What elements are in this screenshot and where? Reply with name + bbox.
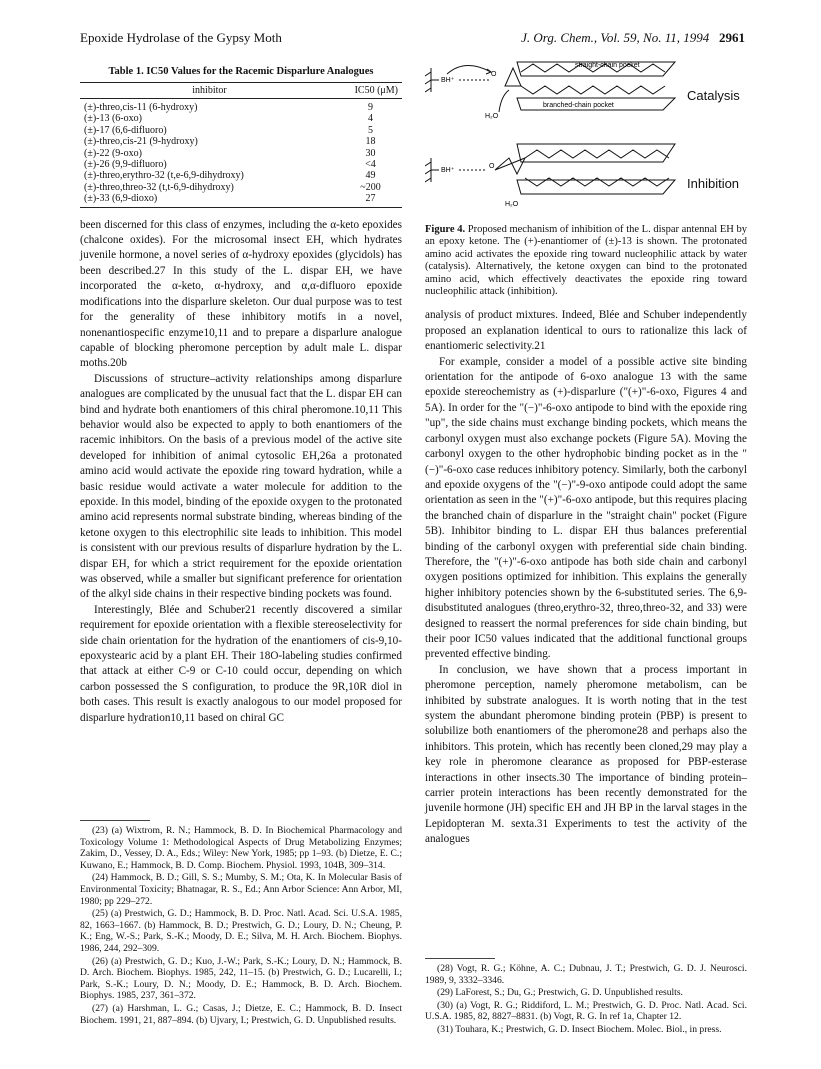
- epoxide-ring: [505, 68, 521, 86]
- alkyl-chain: [521, 86, 665, 94]
- inhibitor-cell: (±)-13 (6-oxo): [84, 113, 142, 125]
- table-row: [80, 113, 402, 124]
- table-row: [80, 136, 402, 147]
- ic50-cell: 18: [365, 136, 376, 148]
- inhibition-label: Inhibition: [687, 176, 740, 191]
- table-header-ic50: IC50 (μM): [339, 83, 402, 99]
- running-head-journal: [521, 30, 745, 46]
- water-label-inhibition: H₂O: [505, 201, 519, 208]
- alkyl-chain-inhibition-lower: [525, 178, 669, 186]
- table-row: [80, 182, 402, 193]
- paragraph: Discussions of structure–activity relationships among disparlure analogues are complicated by the unusual fact that the L. dispar EH can bind and hydrate both enantiomers of this chiral pheromone.10,11 This behavior would also be expected to apply to both enantiomers of the racemic inhibitors. On the basis of a previous model of the active site developed for inhibition of animal cytosolic EH,26a a protonated amino acid would activate the epoxide ring toward hydration, while a basic residue would activate a water molecule for addition to the epoxide. In this model, binding of the epoxide oxygen to the protonated amino acid represents normal substrate binding, whereas binding of the ketone oxygen to this electrophilic site leads to inhibition. This model is consistent with our previous results of disparlure hydration by the L. dispar EH, for which a strict requirement for the epoxide orientation was observed, while a smaller but significant preference for orientation of the alkyl side chains in their respective binding pockets was found.: [80, 372, 402, 601]
- table-row: [80, 125, 402, 136]
- table-caption: Table 1. IC50 Values for the Racemic Disparlure Analogues: [108, 66, 374, 77]
- footnote: (23) (a) Wixtrom, R. N.; Hammock, B. D. In Biochemical Pharmacology and Toxicology Volume 1: Methodological Aspects of Drug Metabolizing Enzymes; Zakim, D., Vessey, D. A., Eds.; Wiley: New York, 1985; pp 1–93. (b) Dietze, E. C.; Kuwano, E.; Hammock, B. D. Comp. Biochem. Physiol. 1993, 104B, 309–314.: [80, 825, 402, 871]
- inhibitor-cell: (±)-threo,cis-11 (6-hydroxy): [84, 102, 198, 113]
- footnotes-left: [80, 820, 402, 1027]
- ketone-oxygen-label: O: [489, 163, 495, 170]
- table-row: [80, 193, 402, 207]
- ic50-cell: 4: [368, 113, 373, 125]
- footnotes-right: [425, 958, 747, 1037]
- inhibitor-cell: (±)-threo,erythro-32 (t,e-6,9-dihydroxy): [84, 170, 244, 182]
- inhibitor-cell: (±)-17 (6,6-difluoro): [84, 124, 167, 136]
- table-row: [80, 159, 402, 170]
- branched-chain-pocket-label: branched-chain pocket: [543, 102, 614, 109]
- inhibitor-cell: (±)-33 (6,9-dioxo): [80, 193, 339, 207]
- footnote: (25) (a) Prestwich, G. D.; Hammock, B. D. Proc. Natl. Acad. Sci. U.S.A. 1985, 82, 1663–1667. (b) Hammock, B. D.; Prestwich, G. D.; Loury, D. N.; Cheung, P. K.; Eng, W.-S.; Park, S.-K.; Moody, D. E.; Silva, M. H. Arch. Biochem. Biophys. 1986, 244, 292–309.: [80, 908, 402, 954]
- footnote: (27) (a) Harshman, L. G.; Casas, J.; Dietze, E. C.; Hammock, B. D. Insect Biochem. 1991, 21, 887–894. (b) Ujvary, I.; Prestwich, G. D. Unpublished results.: [80, 1002, 402, 1026]
- table-row: [80, 99, 402, 114]
- figure-caption: [425, 224, 747, 298]
- footnote: (28) Vogt, R. G.; Köhne, A. C.; Dubnau, J. T.; Prestwich, G. D. J. Neurosci. 1989, 9, 3332–3346.: [425, 963, 747, 986]
- paragraph: been discerned for this class of enzymes, including the α-keto epoxides (chalcone oxides). For the microsomal insect EH, which hydrates juvenile hormone, a novel series of α-hydroxy epoxides (glycidols) has been described.27 In this study of the L. dispar EH, we have incorporated the α-keto, α-hydroxy, and α,α-difluoro epoxide modifications into the disparlure skeleton. Our dual purpose was to test for the generality of these inhibitory motifs in a novel, nonenantiospecific enzyme10,11 and to prepare a disparlure analogue capable of blocking pheromone perception by adult male L. dispar moths.20b: [80, 218, 402, 370]
- footnote: (30) (a) Vogt, R. G.; Riddiford, L. M.; Prestwich, G. D. Proc. Natl. Acad. Sci. U.S.A. 1985, 82, 8827–8831. (b) Vogt, R. G. In ref 1a, Chapter 12.: [425, 999, 747, 1023]
- ic50-cell: <4: [365, 159, 376, 171]
- paragraph: analysis of product mixtures. Indeed, Blée and Schuber independently proposed an explanation identical to ours to rationalize this lack of enantiomeric selectivity.21: [425, 309, 747, 353]
- inhibitor-cell: (±)-26 (9,9-difluoro): [84, 159, 167, 171]
- paragraph: In conclusion, we have shown that a process important in pheromone perception, namely pheromone metabolism, can be inhibited by substrate analogues. It is worth noting that in the test system the abundant pheromone binding protein (PBP) is present to solubilize both enantiomers of the pheromone28 and perhaps also the inhibitors. This protein, which has recently been cloned,29 may play a key role in pheromone clearance as proposed for PBP-esterase interactions in other insects.30 The importance of binding protein–carrier protein interactions has been recently demonstrated for the juvenile hormone (JH) specific EH and JH BP in the larval stages in the Lepidopteran M. sexta.31 Experiments to test the activity of the analogues: [425, 663, 747, 846]
- table-header-inhibitor: inhibitor: [80, 83, 339, 99]
- bh-label-inhibition: BH⁺: [441, 167, 455, 174]
- footnote-rule: [80, 820, 150, 821]
- inhibitor-cell: (±)-22 (9-oxo): [84, 147, 142, 159]
- bh-label-catalysis: BH⁺: [441, 77, 455, 84]
- ic50-cell: 30: [365, 147, 376, 159]
- ic50-cell: 27: [339, 193, 402, 207]
- journal-citation: J. Org. Chem., Vol. 59, No. 11, 1994: [521, 30, 710, 45]
- table-row: [80, 170, 402, 181]
- water-label-catalysis: H₂O: [485, 113, 499, 120]
- ic50-cell: ~200: [360, 181, 381, 193]
- left-column: [80, 60, 402, 726]
- alkyl-chain-inhibition-upper: [525, 150, 669, 158]
- paragraph: Interestingly, Blée and Schuber21 recently discovered a similar requirement for epoxide orientation with a flexible stereoselectivity for side chain orientation for the hydration of the enantiomers of cis-9,10-epoxystearic acid by a plant EH. Their 18O-labeling studies confirmed that attack at either C-9 or C-10 could occur, depending on which carbon possessed the S configuration, to produce the 9R,10R diol in both cases. This result is exactly analogous to our model proposed for disparlure hydration10,11 based on chiral GC: [80, 603, 402, 724]
- ic50-cell: 49: [365, 170, 376, 182]
- curved-arrow: [447, 65, 491, 74]
- mechanism-diagram: [425, 60, 747, 220]
- ic50-cell: 5: [368, 124, 373, 136]
- ic50-cell: 9: [368, 102, 373, 113]
- footnote: (26) (a) Prestwich, G. D.; Kuo, J.-W.; Park, S.-K.; Loury, D. N.; Hammock, B. D. Arch. Biochem. Biophys. 1985, 242, 11–15. (b) Prestwich, G. D.; Lucarelli, I.; Park, S.-K.; Loury, D. N.; Moody, D. E.; Hammock, B. D. Arch. Biochem. Biophys. 1985, 237, 361–372.: [80, 955, 402, 1002]
- ic50-table: [80, 82, 402, 208]
- inhibitor-cell: (±)-threo,threo-32 (t,t-6,9-dihydroxy): [84, 181, 234, 193]
- catalysis-label: Catalysis: [687, 88, 740, 103]
- running-head-title: Epoxide Hydrolase of the Gypsy Moth: [80, 30, 282, 45]
- right-column: [425, 60, 747, 848]
- footnote: (24) Hammock, B. D.; Gill, S. S.; Mumby, S. M.; Ota, K. In Molecular Basis of Environmental Toxicity; Bhatnagar, R. S., Ed.; Ann Arbor Science: Ann Arbor, MI, 1980; pp 229–272.: [80, 872, 402, 907]
- oxygen-label: O: [491, 71, 497, 78]
- figure-caption-label: Figure 4.: [425, 224, 466, 235]
- figure-caption-text: Proposed mechanism of inhibition of the L. dispar antennal EH by an epoxy ketone. The (+)-enantiomer of (±)-13 is shown. The protonated amino acid activates the epoxide ring toward nucleophilic attack by water (catalysis). Alternatively, the ketone oxygen can bind to the protonated amino acid, which effectively deactivates the epoxide ring toward nucleophilic attack (inhibition).: [425, 224, 747, 298]
- table-row: [80, 148, 402, 159]
- footnote-rule: [425, 958, 495, 959]
- straight-chain-pocket-label: straight-chain pocket: [575, 62, 640, 69]
- page-number: 2961: [719, 30, 745, 45]
- footnote: (29) LaForest, S.; Du, G.; Prestwich, G. D. Unpublished results.: [437, 987, 683, 999]
- footnote: (31) Touhara, K.; Prestwich, G. D. Insect Biochem. Molec. Biol., in press.: [437, 1023, 722, 1035]
- paragraph: For example, consider a model of a possible active site binding orientation for the antipode of 6-oxo analogue 13 with the same epoxide stereochemistry as (+)-disparlure ("(+)"-6-oxo, Figures 4 and 5A). In order for the "(−)"-6-oxo antipode to bind with the epoxide ring "up", the side chains must exchange binding pockets, which means the carbonyl oxygen must also exchange pockets (Figure 5A). Moving the carbonyl oxygen to the other hydrophobic binding pocket as in the "(−)"-6-oxo case reduces inhibitory potency. Similarly, both the carbonyl and epoxide oxygens of the "(−)"-9-oxo antipode could adopt the same orientation as seen in the "(+)"-6-oxo antipode, but this requires placing the branched chain of disparlure in the "straight chain" pocket (Figure 5B). Inhibitor binding to L. dispar EH thus balances preferential binding of the carbonyl oxygen with preferential side chain binding. Therefore, the "(+)"-6-oxo antipode has both side chain and carbonyl oxygen positions optimized for inhibition. This explains the generally higher inhibitory potencies shown by the 6-substituted series. The 6,9-disubstituted analogues (threo,erythro-32, threo,threo-32, and 33) were designed to reassert the normal preferences for side chain binding, but their poor IC50 values indicated that the additional functional groups prevented effective binding.: [425, 355, 747, 661]
- figure-4-scheme: [425, 60, 747, 220]
- inhibitor-cell: (±)-threo,cis-21 (9-hydroxy): [84, 136, 198, 148]
